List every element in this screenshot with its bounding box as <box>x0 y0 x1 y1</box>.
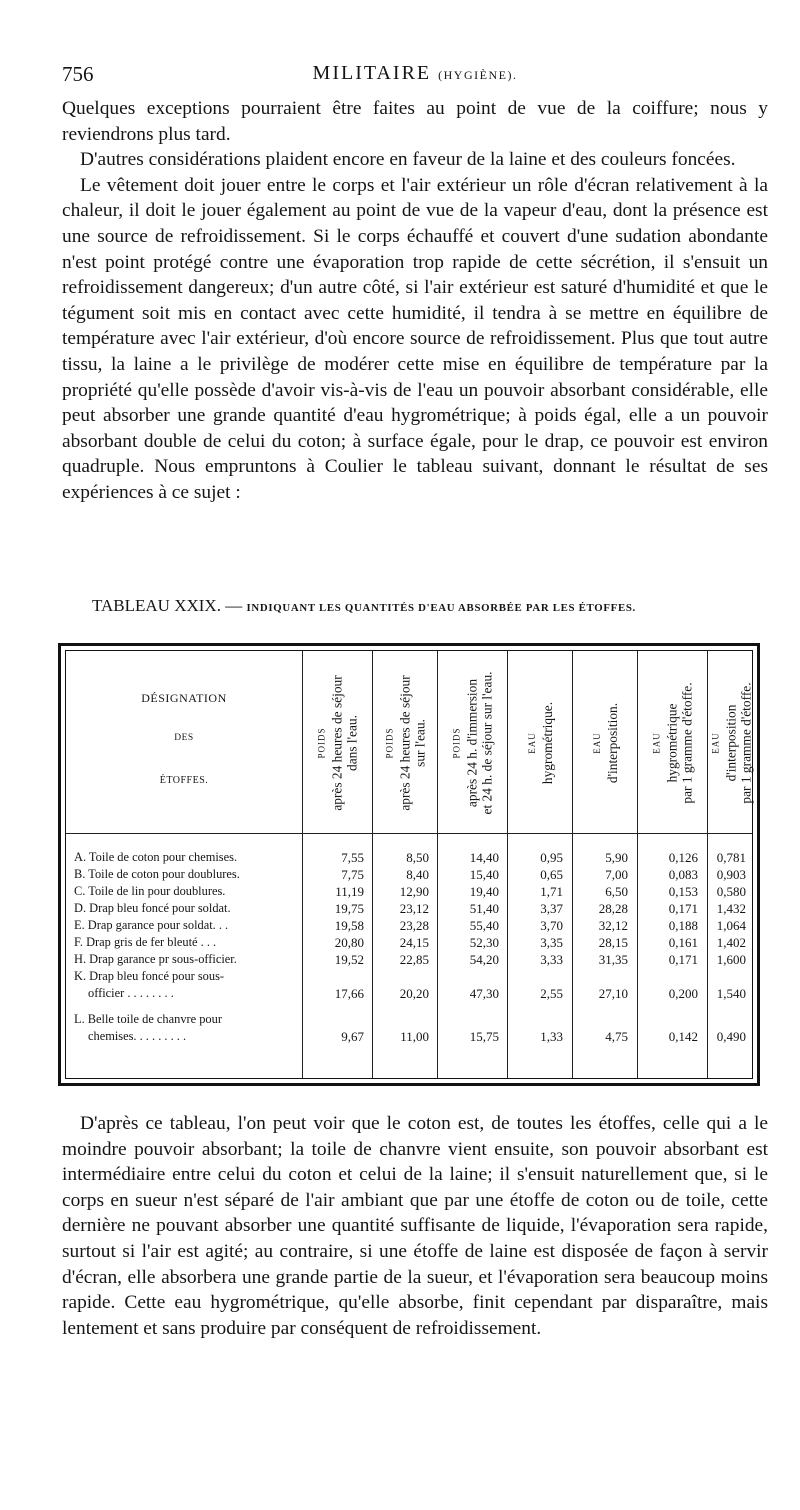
table-cell: 19,40 <box>469 884 499 899</box>
table-cell: 31,35 <box>598 952 628 967</box>
table-cell: 0,171 <box>668 952 698 967</box>
table-cell: 1,33 <box>540 1029 563 1044</box>
designation-header-des: DES <box>174 733 194 743</box>
column-header-line: après 24 heures de séjour <box>329 675 345 811</box>
column-header-line: par 1 gramme d'étoffe. <box>679 682 695 804</box>
table-cell: 4,75 <box>605 1029 628 1044</box>
page-number: 756 <box>62 62 94 86</box>
column-header <box>707 657 754 829</box>
page-header <box>62 62 768 90</box>
table-cell: 0,490 <box>716 1029 746 1044</box>
column-header-top: POIDS <box>316 727 327 759</box>
table-grid <box>65 650 753 1079</box>
column-header-line: dans l'eau. <box>344 715 360 771</box>
table-cell: 1,064 <box>716 918 746 933</box>
table-cell: 51,40 <box>469 901 499 916</box>
table-caption-text: INDIQUANT LES QUANTITÉS D'EAU ABSORBÉE PAR LES ÉTOFFES. <box>246 602 636 614</box>
table-cell: 54,20 <box>469 952 499 967</box>
table-cell: 55,40 <box>469 918 499 933</box>
column-header-top: EAU <box>591 732 602 754</box>
table-cell: 0,188 <box>668 918 698 933</box>
column-header <box>302 657 372 829</box>
row-label: K. Drap bleu foncé pour sous- <box>74 969 225 983</box>
table-cell: 0,126 <box>668 850 698 865</box>
table-cell: 0,781 <box>716 850 746 865</box>
table-cell: 1,600 <box>716 952 746 967</box>
column-header-top: EAU <box>710 732 720 754</box>
row-label-continuation: chemises. . . . . . . . . <box>88 1029 187 1043</box>
table-cell: 3,37 <box>540 901 563 916</box>
table-cell: 28,15 <box>598 935 628 950</box>
table-cell: 0,171 <box>668 901 698 916</box>
table-cell: 12,90 <box>399 884 429 899</box>
table-cell: 1,71 <box>540 884 563 899</box>
row-label: A. Toile de coton pour chemises. <box>74 850 238 864</box>
table-cell: 11,19 <box>335 884 364 899</box>
column-header-top: EAU <box>526 732 537 754</box>
row-label: H. Drap garance pr sous-officier. <box>74 952 237 966</box>
paragraph: D'autres considérations plaident encore en faveur de la laine et des couleurs foncées. <box>80 149 736 171</box>
table-cell: 0,142 <box>668 1029 698 1044</box>
table-cell: 0,903 <box>716 867 746 882</box>
table-cell: 28,28 <box>598 901 628 916</box>
table-cell: 7,00 <box>605 867 628 882</box>
table-cell: 1,540 <box>716 986 746 1001</box>
table-cell: 3,35 <box>540 935 563 950</box>
column-header-line: par 1 gramme d'étoffe. <box>738 682 753 804</box>
column-header-line: hygrométrique. <box>539 701 555 785</box>
table-cell: 20,80 <box>334 935 364 950</box>
table-cell: 1,402 <box>716 935 746 950</box>
table-cell: 27,10 <box>598 986 628 1001</box>
table-cell: 3,33 <box>540 952 563 967</box>
table-cell: 0,95 <box>540 850 563 865</box>
table-cell: 0,65 <box>540 867 563 882</box>
table-cell: 3,70 <box>540 918 563 933</box>
body-text-top <box>62 96 768 506</box>
column-header <box>507 657 572 829</box>
table-cell: 6,50 <box>605 884 628 899</box>
row-label: D. Drap bleu foncé pour soldat. <box>74 901 231 915</box>
table-cell: 9,67 <box>341 1029 364 1044</box>
designation-header: DÉSIGNATION <box>141 691 227 705</box>
table-cell: 23,28 <box>399 918 429 933</box>
table-cell: 23,12 <box>399 901 429 916</box>
table-cell: 20,20 <box>399 986 429 1001</box>
table-cell: 52,30 <box>469 935 499 950</box>
row-label: B. Toile de coton pour doublures. <box>74 867 240 881</box>
running-title-main: MILITAIRE <box>312 62 432 84</box>
column-header-line: d'interposition <box>723 704 738 782</box>
table-cell: 2,55 <box>540 986 563 1001</box>
table-cell: 7,55 <box>341 850 364 865</box>
column-header-line: hygrométrique <box>664 703 680 783</box>
table-cell: 0,083 <box>668 867 698 882</box>
table-cell: 17,66 <box>334 986 364 1001</box>
table-cell: 47,30 <box>469 986 499 1001</box>
column-header-top: POIDS <box>384 727 394 759</box>
row-label: C. Toile de lin pour doublures. <box>74 884 226 898</box>
column-header-line: d'interposition. <box>604 702 620 784</box>
table-cell: 14,40 <box>469 850 499 865</box>
column-header <box>572 657 637 829</box>
table-cell: 7,75 <box>341 867 364 882</box>
table-cell: 0,200 <box>668 986 698 1001</box>
table-cell: 8,40 <box>406 867 429 882</box>
table-cell: 1,432 <box>716 901 746 916</box>
column-header-top: POIDS <box>451 727 462 759</box>
paragraph: Quelques exceptions pourraient être faites au point de vue de la coiffure; nous y reviendrons plus tard. <box>62 98 768 145</box>
column-header-line: et 24 h. de séjour sur l'eau. <box>479 671 495 815</box>
table-cell: 22,85 <box>399 952 429 967</box>
table-cell: 0,580 <box>716 884 746 899</box>
running-title <box>62 62 768 85</box>
paragraph: D'après ce tableau, l'on peut voir que le coton est, de toutes les étoffes, celle qui a le moindre pouvoir absorbant; la toile de chanvre vient ensuite, son pouvoir absorbant est intermédiaire entre celui du coton et celui de la laine; il s'ensuit naturellement que, si le corps en sueur n'est séparé de l'air ambiant que par une étoffe de coton ou de toile, cette dernière ne pouvant absorber une quantité suffisante de liquide, l'évaporation sera rapide, surtout si l'air est agité; au contraire, si une étoffe de laine est disposée de façon à servir d'écran, elle absorbera une grande partie de la sueur, et l'évaporation sera beaucoup moins rapide. Cette eau hygrométrique, qu'elle absorbe, finit cependant par disparaître, mais lentement et sans produire par conséquent de refroidissement. <box>62 1113 768 1339</box>
body-text-bottom <box>62 1111 768 1341</box>
row-label: L. Belle toile de chanvre pour <box>74 1012 222 1026</box>
table-caption <box>92 596 636 616</box>
designation-header-etoffes: ÉTOFFES. <box>159 775 209 786</box>
table-cell: 15,40 <box>469 867 499 882</box>
column-header-line: après 24 h. d'immersion <box>464 678 480 808</box>
running-title-sub: (HYGIÈNE). <box>438 68 518 82</box>
table-cell: 19,75 <box>334 901 364 916</box>
column-header-top: EAU <box>651 732 662 754</box>
row-label: F. Drap gris de fer bleuté . . . <box>74 935 217 949</box>
column-header-line: sur l'eau. <box>412 719 427 767</box>
table-cell: 24,15 <box>399 935 429 950</box>
row-label-continuation: officier . . . . . . . . <box>88 986 174 1000</box>
table-cell: 0,153 <box>668 884 698 899</box>
header-divider <box>66 833 752 834</box>
table-cell: 19,58 <box>334 918 364 933</box>
table-cell: 11,00 <box>400 1029 429 1044</box>
column-header <box>372 657 437 829</box>
table-cell: 32,12 <box>598 918 628 933</box>
table-caption-label: TABLEAU XXIX. — <box>92 596 243 615</box>
column-header-line: après 24 heures de séjour <box>397 675 412 811</box>
table-cell: 0,161 <box>668 935 698 950</box>
table-cell: 15,75 <box>469 1029 499 1044</box>
column-header <box>437 657 507 829</box>
table-cell: 8,50 <box>406 850 429 865</box>
row-label: E. Drap garance pour soldat. . . <box>74 918 229 932</box>
paragraph: Le vêtement doit jouer entre le corps et l'air extérieur un rôle d'écran relativement à la chaleur, il doit le jouer également au point de vue de la vapeur d'eau, dont la présence est une source de refroidissement. Si le corps échauffé et couvert d'une sudation abondante n'est point protégé contre une évaporation trop rapide de cette sécrétion, il s'ensuit un refroidissement dangereux; d'un autre côté, si l'air extérieur est saturé d'humidité et que le tégument soit mis en contact avec cette humidité, il tendra à se mettre en équilibre de température avec l'air extérieur, d'où encore source de refroidissement. Plus que tout autre tissu, la laine a le privilège de modérer cette mise en équilibre de température par la propriété qu'elle possède d'avoir vis-à-vis de l'eau un pouvoir absorbant considérable, elle peut absorber une grande quantité d'eau hygrométrique; à poids égal, elle a un pouvoir absorbant double de celui du coton; à surface égale, pour le drap, ce pouvoir est environ quadruple. Nous empruntons à Coulier le tableau suivant, donnant le résultat de ses expériences à ce sujet : <box>62 174 768 503</box>
table-cell: 5,90 <box>605 850 628 865</box>
column-header <box>637 657 707 829</box>
data-table <box>58 643 760 1086</box>
table-cell: 19,52 <box>334 952 364 967</box>
